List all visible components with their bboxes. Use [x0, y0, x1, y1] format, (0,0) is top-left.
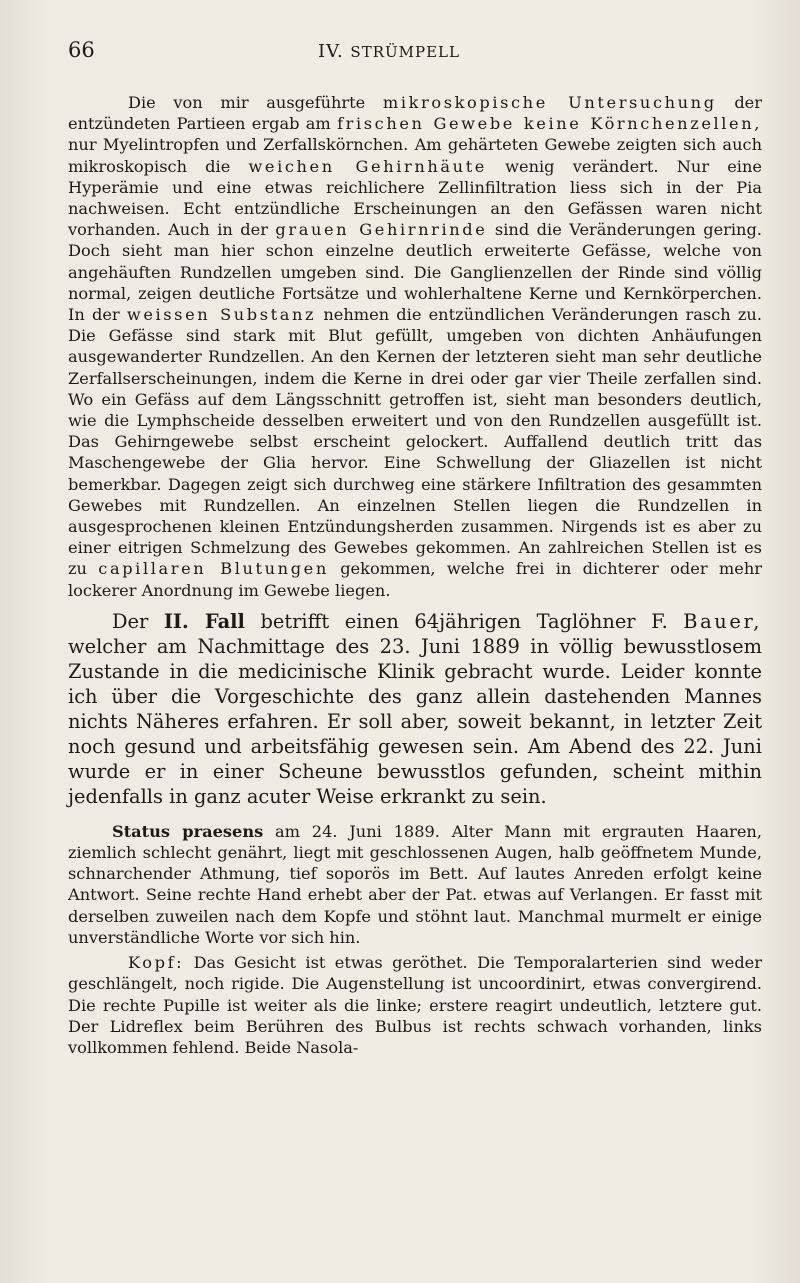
emphasis-text: frischen Gewebe keine Körnchenzellen, [337, 114, 763, 134]
paragraph-status [68, 821, 762, 948]
text-run: betrifft einen 64jährigen Taglöhner F. [244, 609, 684, 633]
text-run: Der [112, 609, 164, 633]
running-head [318, 41, 460, 62]
text-run: am 24. Juni 1889. Alter Mann mit ergrauten Haaren, ziemlich schlecht genährt, liegt mit geschlossenen Augen, halb geöffnetem Munde, schnarchender Athmung, tief soporös im Bett. Auf lautes Anreden erfolgt keine Antwort. Seine rechte Hand erhebt aber der Pat. etwas auf Verlangen. Er fasst mit derselben zuweilen nach dem Kopfe und stöhnt laut. Manchmal murmelt er einige unverständliche Worte vor sich hin. [68, 821, 762, 947]
emphasis-text: weissen Substanz [126, 305, 317, 325]
running-head-author: STRÜMPELL [350, 43, 460, 61]
paragraph-head [68, 952, 762, 1058]
page-number: 66 [68, 38, 95, 62]
emphasis-text: weichen Gehirnhäute [248, 156, 487, 176]
microscopy-section [68, 92, 762, 601]
text-run: Die von mir ausgeführte [128, 93, 383, 112]
emphasis-text: capillaren Blutungen [98, 559, 329, 579]
text-run: Das Gesicht ist etwas geröthet. Die Temporalarterien sind weder geschlängelt, noch rigide. Die Augenstellung ist uncoordinirt, etwas convergirend. Die rechte Pupille ist weiter als die linke; erstere reagirt undeutlich, letztere gut. Der Lidreflex beim Berühren des Bulbus ist rechts schwach vorhanden, links vollkommen fehlend. Beide Nasola- [68, 953, 762, 1057]
text-run: nehmen die entzündlichen Veränderungen rasch zu. Die Gefässe sind stark mit Blut gefüllt, umgeben von dichten Anhäufungen ausgewanderter Rundzellen. An den Kernen der letzteren sieht man sehr deutliche Zerfallserscheinungen, indem die Kerne in drei oder gar vier Theile zerfallen sind. Wo ein Gefäss auf dem Längsschnitt getroffen ist, sieht man besonders deutlich, wie die Lymphscheide desselben erweitert und von den Rundzellen ausgefüllt ist. Das Gehirngewebe selbst erscheint gelockert. Auffallend deutlich tritt das Maschengewebe der Glia hervor. Eine Schwellung der Gliazellen ist nicht bemerkbar. Dagegen zeigt sich durchweg eine stärkere Infiltration des gesammten Gewebes mit Rundzellen. An einzelnen Stellen liegen die Rundzellen in ausgesprochenen kleinen Entzündungsherden zusammen. Nirgends ist es aber zu einer eitrigen Schmelzung des Gewebes gekommen. An zahlreichen Stellen ist es zu [68, 305, 763, 579]
text-run: nur Myelintropfen und Zerfallskörnchen. Am gehärteten Gewebe zeigten sich auch mikroskopisch die [68, 135, 762, 176]
case-section [68, 609, 762, 809]
page-header [68, 38, 762, 74]
text-run: sind die Veränderungen gering. Doch sieht man hier schon einzelne deutlich erweiterte Gefässe, welche von angehäuften Rundzellen umgeben sind. Die Ganglienzellen der Rinde sind völlig normal, zeigen deutliche Fortsätze und wohlerhaltene Kerne und Kernkörperchen. In der [68, 220, 762, 325]
text-run: welcher am Nachmittage des 23. Juni 1889 in völlig bewusstlosem Zustande in die medicinische Klinik gebracht wurde. Leider konnte ich über die Vorgeschichte des ganz allein dastehenden Mannes nichts Näheres erfahren. Er soll aber, soweit bekannt, in letzter Zeit noch gesund und arbeitsfähig gewesen sein. Am Abend des 22. Juni wurde er in einer Scheune bewusstlos gefunden, scheint mithin jedenfalls in ganz acuter Weise erkrankt zu sein. [68, 634, 762, 808]
emphasis-text: mikroskopische Untersuchung [382, 93, 717, 112]
paragraph-case-two [68, 609, 762, 809]
text-run: der entzündeten Partieen ergab am [68, 93, 762, 134]
section-label: Kopf: [128, 953, 185, 973]
findings-section [68, 821, 762, 1058]
text-run: gekommen, welche frei in dichterer oder mehr lockerer Anordnung im Gewebe liegen. [68, 559, 762, 600]
text-run: wenig verändert. Nur eine Hyperämie und eine etwas reichlichere Zellinfiltration liess sich in der Pia nachweisen. Echt entzündliche Erscheinungen an den Gefässen waren nicht vorhanden. Auch in der [68, 156, 762, 240]
emphasis-text: grauen Gehirnrinde [275, 220, 488, 240]
status-label: Status praesens [112, 821, 264, 841]
running-head-chapter: IV. [318, 41, 344, 62]
paragraph-microscopy [68, 92, 762, 601]
case-label: II. Fall [163, 609, 245, 633]
patient-name: Bauer, [683, 609, 762, 633]
